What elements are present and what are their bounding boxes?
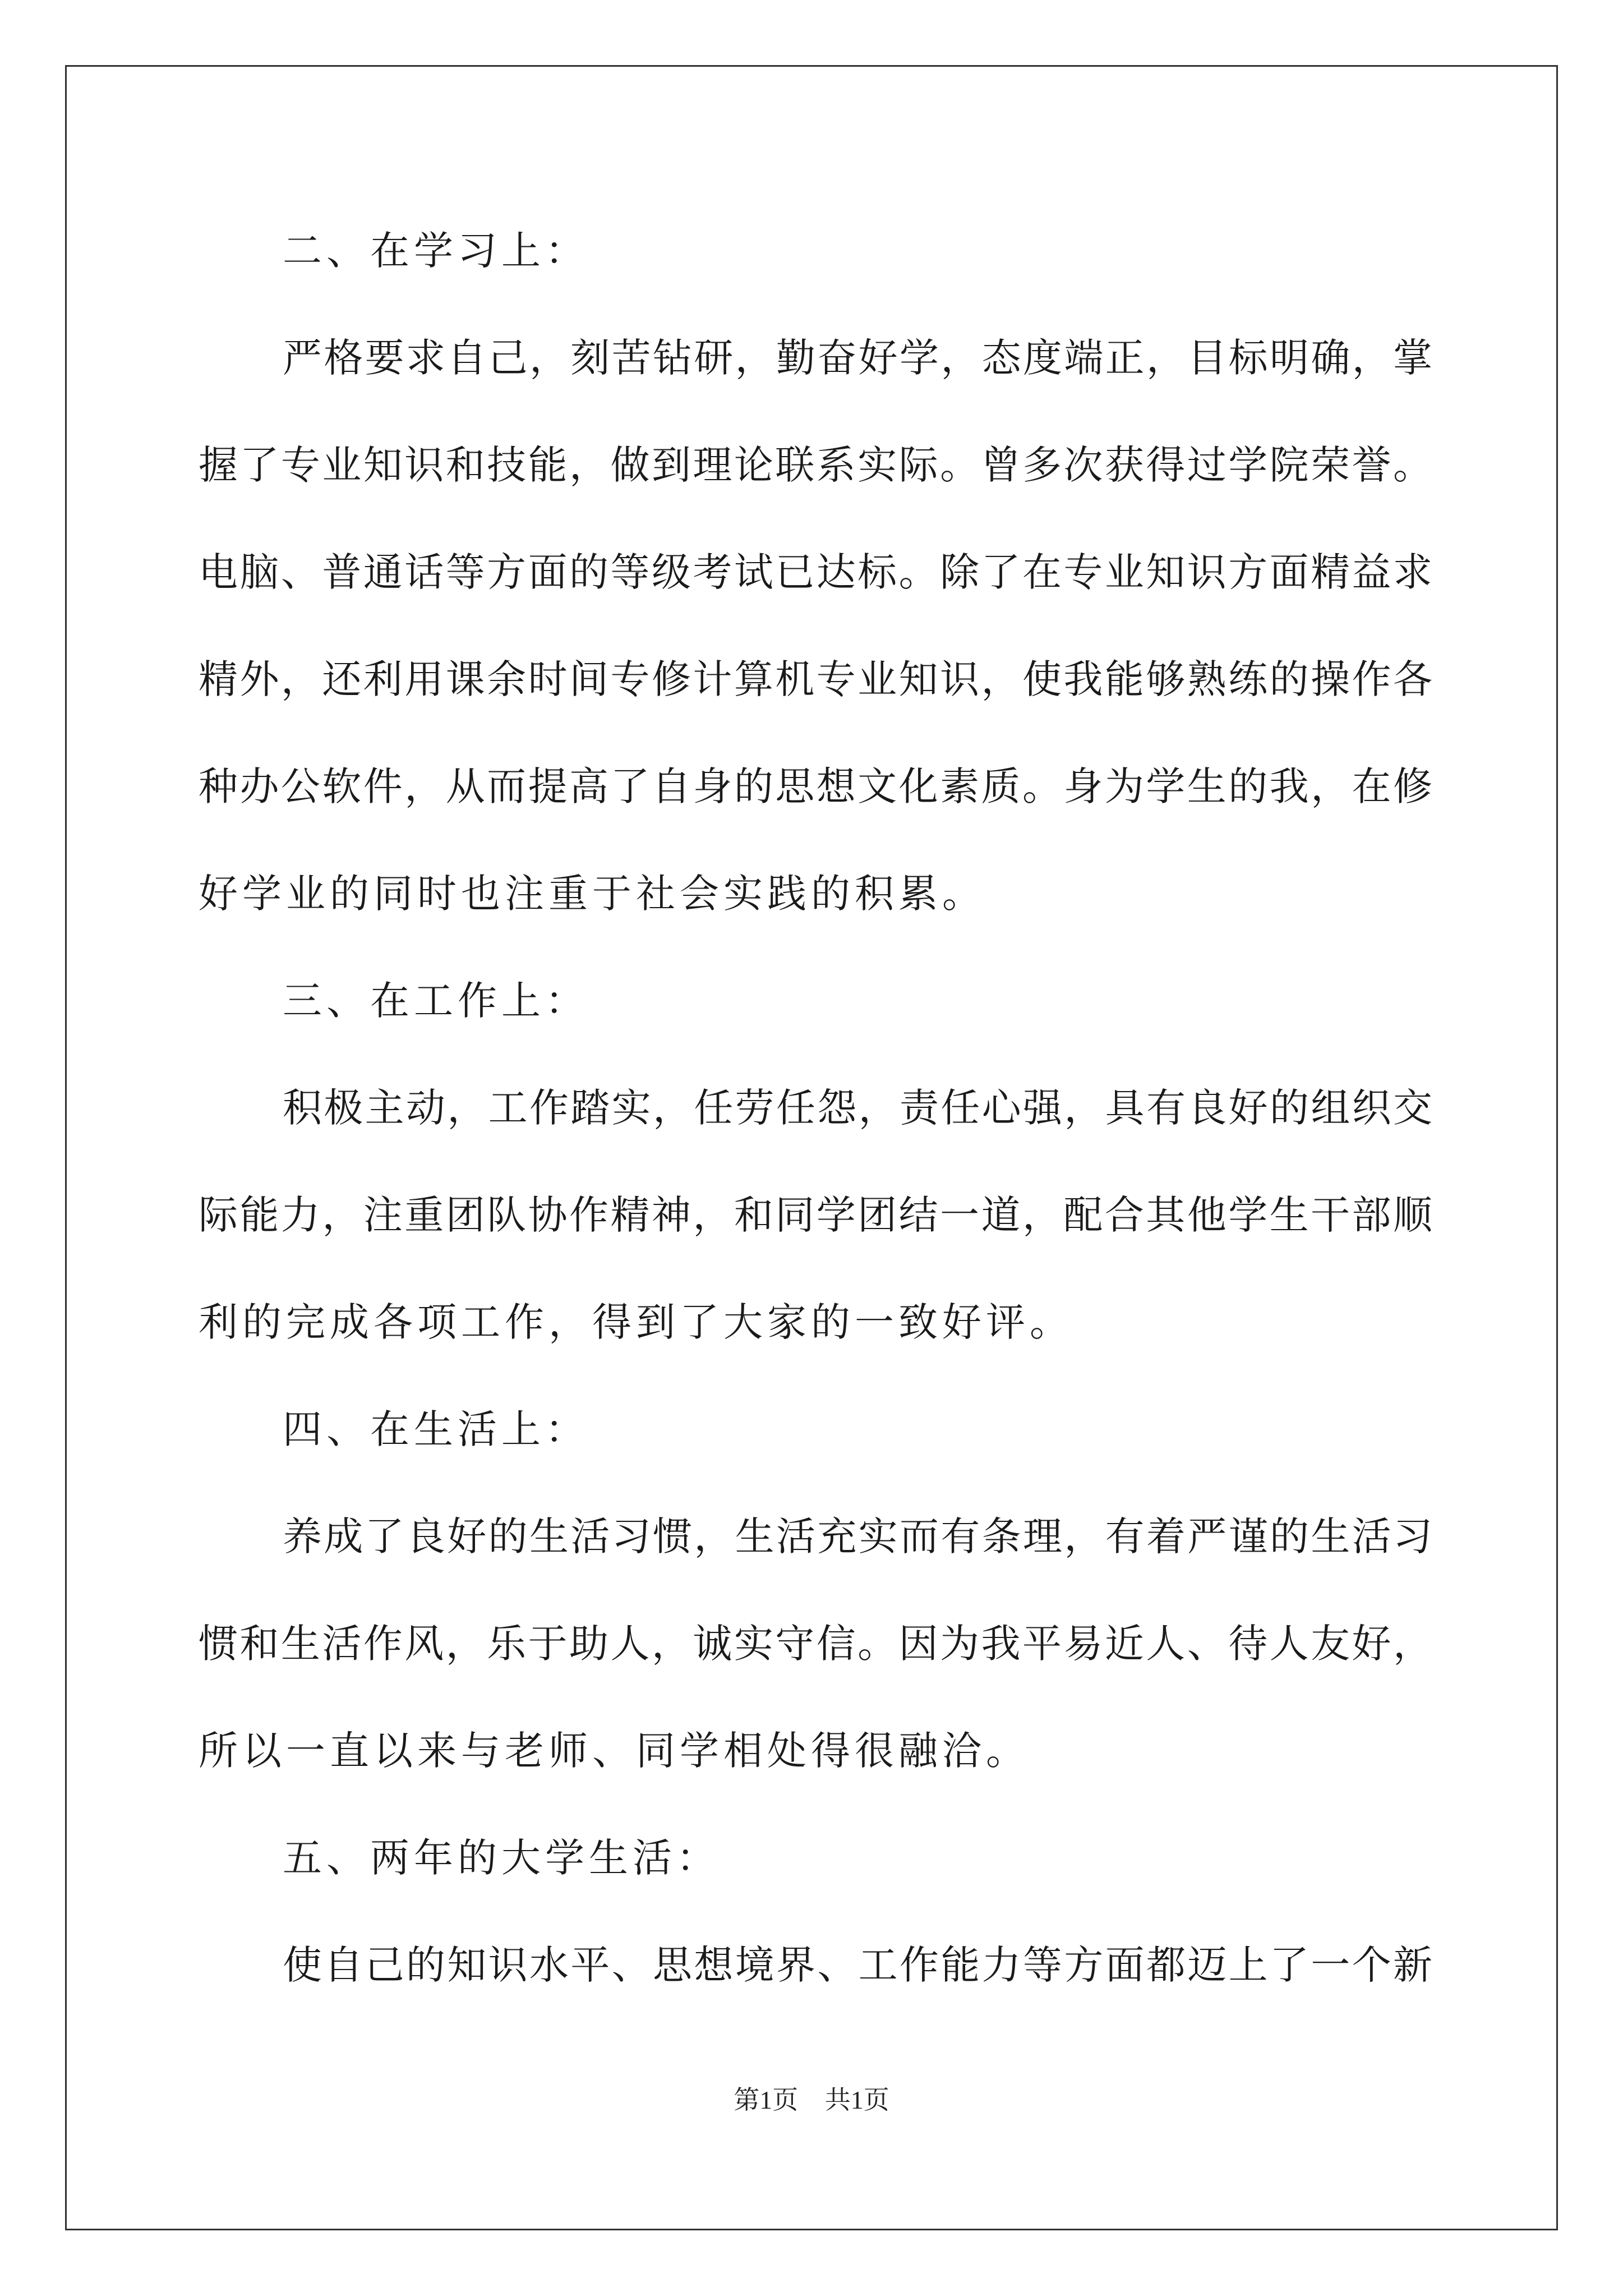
paragraph-study-line-1: 严格要求自己，刻苦钻研，勤奋好学，态度端正，目标明确，掌 — [283, 335, 1432, 381]
paragraph-study-line-3: 电脑、普通话等方面的等级考试已达标。除了在专业知识方面精益求 — [199, 549, 1432, 595]
paragraph-life-line-2: 惯和生活作风，乐于助人，诚实守信。因为我平易近人、待人友好， — [199, 1621, 1432, 1667]
page-footer — [0, 2083, 1623, 2117]
paragraph-life-line-3: 所以一直以来与老师、同学相处得很融洽。 — [199, 1728, 1030, 1774]
page-border — [65, 65, 1558, 2230]
paragraph-work-line-1: 积极主动，工作踏实，任劳任怨，责任心强，具有良好的组织交 — [283, 1085, 1432, 1131]
paragraph-life-line-1: 养成了良好的生活习惯，生活充实而有条理，有着严谨的生活习 — [283, 1513, 1432, 1559]
heading-university: 五、两年的大学生活： — [283, 1835, 720, 1881]
paragraph-study-line-2: 握了专业知识和技能，做到理论联系实际。曾多次获得过学院荣誉。 — [199, 442, 1432, 488]
paragraph-university-line-1: 使自己的知识水平、思想境界、工作能力等方面都迈上了一个新 — [283, 1942, 1432, 1988]
page-number: 第1页 — [734, 2086, 799, 2114]
paragraph-work-line-2: 际能力，注重团队协作精神，和同学团结一道，配合其他学生干部顺 — [199, 1192, 1432, 1238]
page-total: 共1页 — [824, 2086, 889, 2114]
paragraph-work-line-3: 利的完成各项工作，得到了大家的一致好评。 — [199, 1299, 1073, 1345]
heading-work: 三、在工作上： — [283, 978, 589, 1024]
heading-life: 四、在生活上： — [283, 1406, 589, 1452]
paragraph-study-line-4: 精外，还利用课余时间专修计算机专业知识，使我能够熟练的操作各 — [199, 656, 1432, 702]
paragraph-study-line-6: 好学业的同时也注重于社会实践的积累。 — [199, 871, 986, 917]
paragraph-study-line-5: 种办公软件，从而提高了自身的思想文化素质。身为学生的我，在修 — [199, 763, 1432, 809]
heading-study: 二、在学习上： — [283, 228, 589, 274]
